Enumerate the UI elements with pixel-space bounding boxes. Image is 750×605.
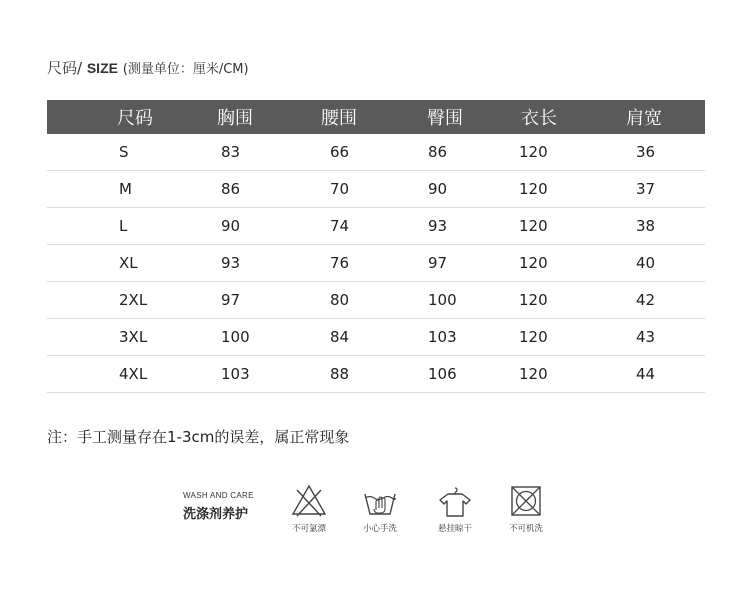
cell-size: 3XL (119, 328, 148, 346)
table-row (47, 171, 705, 208)
cell-shoulder: 40 (636, 254, 656, 272)
wash-care-label (183, 491, 254, 522)
cell-size: 4XL (119, 365, 148, 383)
care-item-hand-wash (350, 484, 410, 534)
hang-dry-icon (437, 484, 473, 518)
cell-chest: 97 (221, 291, 241, 309)
title-size-en: SIZE (86, 60, 118, 76)
title-prefix: 尺码/ (47, 59, 83, 77)
care-label-text: 不可机洗 (508, 524, 543, 534)
cell-size: M (119, 180, 132, 198)
table-row (47, 282, 705, 319)
cell-shoulder: 42 (636, 291, 656, 309)
cell-shoulder: 37 (636, 180, 656, 198)
cell-length: 120 (519, 180, 548, 198)
header-shoulder: 肩宽 (626, 108, 662, 129)
cell-waist: 66 (330, 143, 350, 161)
header-waist: 腰围 (321, 108, 357, 129)
cell-waist: 84 (330, 328, 350, 346)
care-item-no-bleach (279, 484, 339, 534)
cell-size: 2XL (119, 291, 148, 309)
measurement-note: 注：手工测量存在1-3cm的误差，属正常现象 (47, 428, 350, 446)
cell-chest: 103 (221, 365, 250, 383)
cell-waist: 88 (330, 365, 350, 383)
cell-size: XL (119, 254, 138, 272)
cell-chest: 100 (221, 328, 250, 346)
table-header (47, 100, 705, 134)
cell-size: S (119, 143, 129, 161)
cell-length: 120 (519, 217, 548, 235)
header-size: 尺码 (117, 108, 153, 129)
cell-chest: 86 (221, 180, 241, 198)
size-chart-title (47, 57, 249, 78)
wash-care-title-en: WASH AND CARE (183, 491, 254, 500)
no-machine-wash-icon (508, 484, 544, 518)
cell-chest: 93 (221, 254, 241, 272)
cell-length: 120 (519, 365, 548, 383)
cell-shoulder: 36 (636, 143, 656, 161)
table-row (47, 208, 705, 245)
header-hip: 臀围 (427, 108, 463, 129)
header-length: 衣长 (521, 108, 557, 129)
cell-chest: 90 (221, 217, 241, 235)
cell-hip: 106 (428, 365, 457, 383)
cell-length: 120 (519, 328, 548, 346)
size-table (47, 100, 705, 393)
cell-hip: 97 (428, 254, 448, 272)
no-bleach-icon (291, 484, 327, 518)
cell-length: 120 (519, 254, 548, 272)
table-row (47, 134, 705, 171)
cell-waist: 70 (330, 180, 350, 198)
cell-length: 120 (519, 291, 548, 309)
cell-hip: 100 (428, 291, 457, 309)
care-item-hang-dry (425, 484, 485, 534)
cell-hip: 93 (428, 217, 448, 235)
hand-wash-icon (362, 484, 398, 518)
cell-hip: 103 (428, 328, 457, 346)
cell-length: 120 (519, 143, 548, 161)
cell-waist: 80 (330, 291, 350, 309)
care-item-no-machine-wash (496, 484, 556, 534)
header-chest: 胸围 (217, 108, 253, 129)
table-row (47, 245, 705, 282)
cell-chest: 83 (221, 143, 241, 161)
wash-care-title-cn: 洗涤剂养护 (183, 507, 249, 522)
cell-hip: 90 (428, 180, 448, 198)
cell-waist: 76 (330, 254, 350, 272)
cell-size: L (119, 217, 128, 235)
title-unit: (测量单位：厘米/CM) (122, 62, 249, 77)
care-label-text: 小心手洗 (362, 524, 397, 534)
table-row (47, 319, 705, 356)
care-label-text: 不可氯漂 (291, 524, 326, 534)
table-row (47, 356, 705, 393)
cell-waist: 74 (330, 217, 350, 235)
cell-shoulder: 43 (636, 328, 656, 346)
cell-shoulder: 44 (636, 365, 656, 383)
care-label-text: 悬挂晾干 (437, 524, 472, 534)
cell-hip: 86 (428, 143, 448, 161)
cell-shoulder: 38 (636, 217, 656, 235)
